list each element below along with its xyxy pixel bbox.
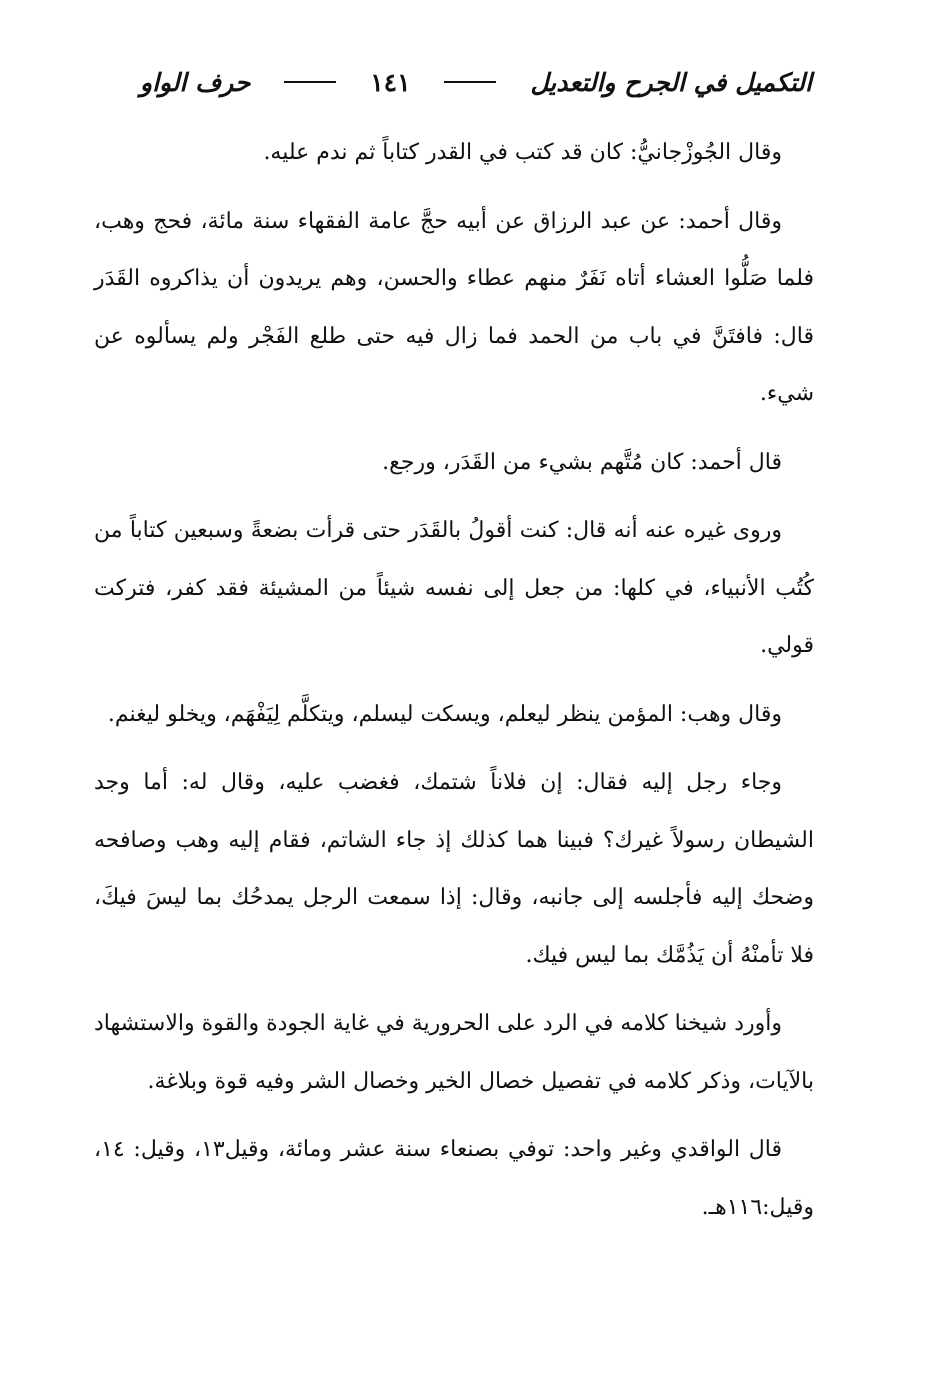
paragraph: وقال وهب: المؤمن ينظر ليعلم، ويسكت ليسلم، ويتكلَّم لِيَفْهَم، ويخلو ليغنم. xyxy=(107,701,782,727)
paragraph: قال الواقدي وغير واحد: توفي بصنعاء سنة عشر ومائة، وقيل١٣، وقيل: ١٤، وقيل:١١٦هـ. xyxy=(94,1137,814,1220)
header-rule xyxy=(284,81,336,83)
chapter-title: حرف الواو xyxy=(140,67,251,97)
paragraph: قال أحمد: كان مُتَّهم بشيء من القَدَر، ورجع. xyxy=(382,449,782,475)
body-text xyxy=(94,124,814,1247)
paragraph: وقال الجُوزْجانيُّ: كان قد كتب في القدر كتاباً ثم ندم عليه. xyxy=(263,140,782,165)
header-rule xyxy=(444,81,496,83)
paragraph: وجاء رجل إليه فقال: إن فلاناً شتمك، فغضب عليه، وقال له: أما وجد الشيطان رسولاً غيرك؟ فبينا هما كذلك إذ جاء الشاتم، فقام إليه وهب وصافحه وضحك إليه فأجلسه إلى جانبه، وقال: إذا سمعت الرجل يمدحُك بما ليسَ فيكَ، فلا تأمنْهُ أن يَذُمَّك بما ليس فيك. xyxy=(94,770,814,968)
paragraph: وأورد شيخنا كلامه في الرد على الحرورية في غاية الجودة والقوة والاستشهاد بالآيات، وذكر كلامه في تفصيل خصال الخير وخصال الشر وفيه قوة وبلاغة. xyxy=(94,1011,814,1094)
running-head xyxy=(140,62,812,102)
paragraph: وقال أحمد: عن عبد الرزاق عن أبيه حجَّ عامة الفقهاء سنة مائة، فحج وهب، فلما صَلُّوا العشاء أتاه نَفَرٌ منهم عطاء والحسن، وهم يريدون أن يذاكروه القَدَر قال: فافتَنَّ في باب من الحمد فما زال فيه حتى طلع الفَجْر ولم يسألوه عن شيء. xyxy=(94,208,814,406)
book-title: التكميل في الجرح والتعديل xyxy=(530,67,812,97)
page-number: ١٤١ xyxy=(370,67,411,97)
paragraph: وروى غيره عنه أنه قال: كنت أقولُ بالقَدَر حتى قرأت بضعةً وسبعين كتاباً من كُتُب الأنبياء، في كلها: من جعل إلى نفسه شيئاً من المشيئة فقد كفر، فتركت قولي. xyxy=(94,518,814,658)
